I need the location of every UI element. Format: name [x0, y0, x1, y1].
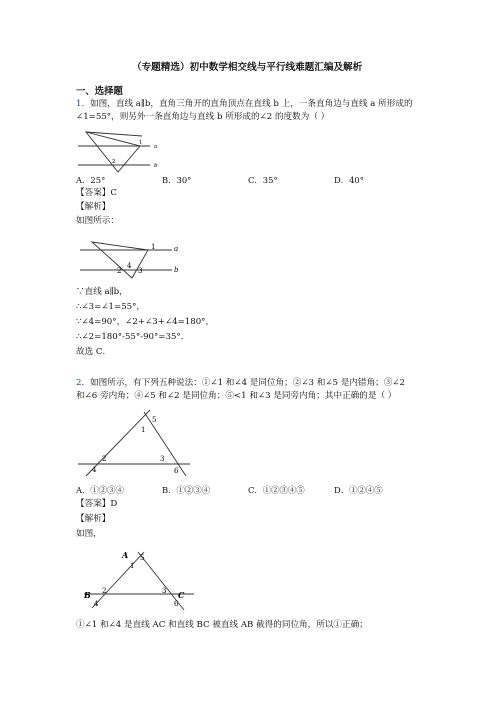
q1-option-d: D．40° — [334, 175, 364, 185]
q2-as-shown: 如图， — [76, 529, 102, 539]
q2b-label-C: C — [178, 590, 185, 600]
q2-figure-annotated — [84, 548, 204, 612]
q2-analysis-label: 【解析】 — [76, 514, 111, 524]
q1-small-label-1: 1 — [139, 140, 143, 146]
q2-option-a: A．①②③④ — [76, 485, 124, 495]
q2-final-line: ①∠1 和∠4 是直线 AC 和直线 BC 被直线 AB 截得的同位角，所以①正确； — [76, 620, 368, 630]
q2b-label-3: 3 — [162, 587, 167, 595]
q1-large-label-a: a — [174, 245, 179, 253]
q1-text-line1: 如图，直线 a∥b，直角三角开的直角顶点在直线 b 上，一条直角边与直线 a 所形成的 — [90, 99, 413, 109]
q2-option-b: B．①②③④ — [162, 485, 211, 495]
q1-answer: 【答案】C — [76, 188, 117, 198]
q2b-label-5: 5 — [140, 554, 145, 562]
q1-as-shown: 如图所示： — [76, 216, 119, 226]
q2b-label-B: B — [84, 590, 91, 600]
q2-option-c: C．①②③④⑤ — [248, 485, 305, 495]
q1-stem-line1 — [76, 99, 413, 110]
q1-analysis-label: 【解析】 — [76, 202, 111, 212]
q2-label-5: 5 — [152, 416, 157, 424]
q2-label-1: 1 — [141, 426, 146, 434]
q2-figure — [78, 408, 198, 478]
q1-figure-large — [80, 238, 190, 284]
q1-large-label-3: 3 — [138, 267, 143, 275]
q2-label-2: 2 — [102, 455, 107, 463]
q2-option-d: D．①②④⑤ — [334, 485, 383, 495]
q2-label-6: 6 — [174, 467, 179, 475]
q1-figure-small — [76, 128, 176, 174]
q2-label-3: 3 — [160, 455, 165, 463]
q2-text-line1: 如图所示，有下列五种说法：①∠1 和∠4 是同位角；②∠3 和∠5 是内错角；③∠2 — [90, 378, 405, 388]
q1-large-label-2: 2 — [117, 267, 122, 275]
q1-large-label-4: 4 — [127, 262, 132, 270]
q1-solution-5: 故选 C． — [76, 347, 112, 357]
q2-label-4: 4 — [92, 466, 97, 474]
q2-text-line2: 和∠6 旁内角；④∠5 和∠2 是同位角；⑤<1 和∠3 是同旁内角；其中正确的是（ ） — [76, 391, 397, 401]
q1-number: 1． — [76, 99, 91, 109]
q1-small-label-2: 2 — [112, 159, 116, 165]
q2-answer: 【答案】D — [76, 499, 118, 509]
q2b-label-6: 6 — [174, 600, 179, 608]
q1-option-a: A．25° — [76, 175, 106, 185]
q2b-label-1: 1 — [130, 562, 135, 570]
q1-option-c: C．35° — [248, 175, 278, 185]
q2-number: 2． — [76, 378, 91, 388]
q1-solution-3: ∵∠4=90°，∠2+∠3+∠4=180°， — [76, 317, 215, 327]
q1-small-label-a: a — [154, 144, 158, 150]
q2b-label-2: 2 — [102, 587, 107, 595]
section-heading: 一、选择题 — [76, 86, 123, 97]
q1-solution-1: ∵直线 a∥b， — [76, 287, 128, 297]
q1-solution-4: ∴∠2=180°-55°-90°=35°． — [76, 332, 190, 342]
q1-solution-2: ∴∠3=∠1=55°， — [76, 302, 146, 312]
q1-text-line2: ∠1=55°，则另外一条直角边与直线 b 所形成的∠2 的度数为（ ） — [76, 112, 330, 122]
q1-large-label-1: 1 — [151, 243, 156, 251]
q2b-label-4: 4 — [94, 600, 99, 608]
q2-stem-line1 — [76, 378, 405, 389]
q1-large-label-b: b — [174, 266, 179, 274]
q2b-label-A: A — [122, 550, 129, 560]
q1-small-label-b: b — [154, 163, 158, 169]
document-title: （专题精选）初中数学相交线与平行线难题汇编及解析 — [132, 62, 363, 73]
q1-option-b: B．30° — [162, 175, 192, 185]
